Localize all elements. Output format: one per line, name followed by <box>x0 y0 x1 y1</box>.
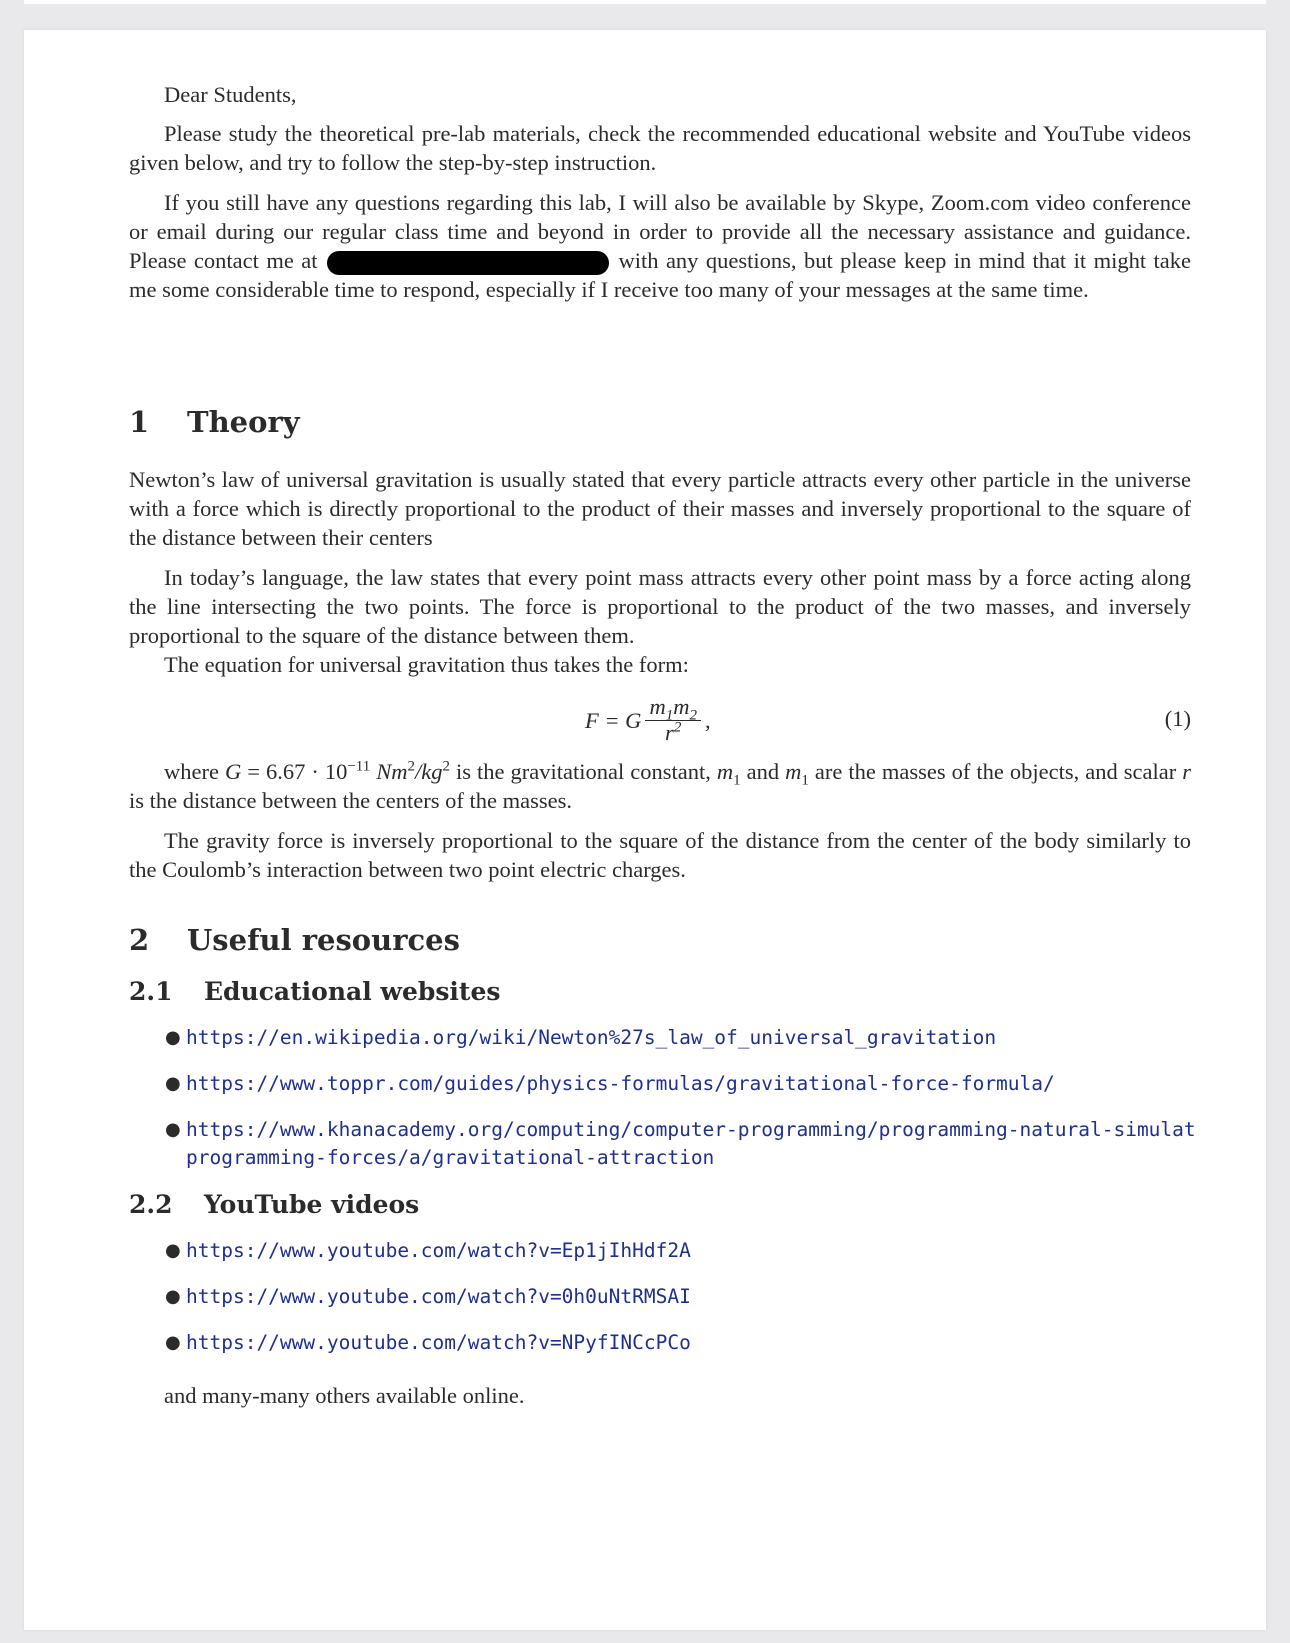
youtube-links-list <box>129 1237 1191 1357</box>
list-item <box>129 1070 1191 1098</box>
previous-page-edge <box>24 0 1266 4</box>
website-links-list <box>129 1024 1196 1172</box>
section-title: Theory <box>187 405 300 439</box>
p4-text-e: is the gravitational constant, <box>450 759 717 784</box>
p4-text-b: = 6.67 · 10 <box>241 759 348 784</box>
p4-symbol-m-second: m <box>785 759 802 784</box>
denominator-exponent: 2 <box>673 719 682 736</box>
theory-paragraph-4 <box>129 757 1191 815</box>
website-link[interactable]: https://en.wikipedia.org/wiki/Newton%27s_law_of_universal_gravitation <box>186 1026 997 1049</box>
youtube-link[interactable]: https://www.youtube.com/watch?v=NPyfINCcPCo <box>186 1331 691 1354</box>
numerator-m2: m <box>673 694 690 719</box>
list-item <box>129 1237 1191 1265</box>
gravitation-equation <box>129 687 1191 751</box>
bullet-icon: ● <box>165 1332 181 1353</box>
theory-paragraph-1: Newton’s law of universal gravitation is usually stated that every particle attracts every other particle in the universe with a force which is directly proportional to the product of their masses and inversely proportional to the square of the distance between their centers <box>129 467 1191 550</box>
bullet-icon: ● <box>165 1073 181 1094</box>
equation-fraction <box>645 695 701 745</box>
p4-text-h: is the distance between the centers of the masses. <box>129 788 572 813</box>
intro-paragraph-2-start: If you still have any questions regarding this lab, I will also be available by Skype, Zoom.com video conference or email during our regular class time and beyond in order to provide all the necessary assistance and guidance. Please contact me at <box>129 190 1191 273</box>
section-heading-resources <box>129 923 1191 957</box>
p4-text-a: where <box>164 759 225 784</box>
p4-square-1: 2 <box>407 758 416 775</box>
salutation: Dear Students, <box>164 82 297 107</box>
youtube-link[interactable]: https://www.youtube.com/watch?v=0h0uNtRMSAI <box>186 1285 691 1308</box>
intro-paragraph-2-end: with any questions, but please keep in mind that it might take me some considerable time to respond, especially if I receive too many of your messages at the same time. <box>129 248 1192 302</box>
numerator-sub1: 1 <box>665 707 674 724</box>
document-page <box>24 30 1266 1630</box>
theory-paragraph-3: The equation for universal gravitation thus takes the form: <box>164 652 689 677</box>
intro-paragraph-2 <box>129 188 1191 304</box>
website-link[interactable]: https://www.khanacademy.org/computing/computer-programming/programming-natural-simulat <box>186 1118 1196 1141</box>
numerator-m1: m <box>649 694 666 719</box>
list-item <box>129 1283 1191 1311</box>
subsection-heading-youtube <box>129 1190 1191 1219</box>
list-item <box>129 1116 1196 1172</box>
section-number: 2 <box>129 923 150 957</box>
equation-denominator <box>665 721 681 745</box>
p4-unit-kg: /kg <box>415 759 443 784</box>
redacted-email <box>327 251 609 275</box>
p4-text-f: and <box>740 759 786 784</box>
p4-square-2: 2 <box>442 758 451 775</box>
theory-paragraph-2: In today’s language, the law states that every point mass attracts every other point mass by a force acting along the line intersecting the two points. The force is proportional to the product of the two masses, and inversely proportional to the square of the distance between them. <box>129 565 1191 648</box>
equation-number: (1) <box>1164 706 1191 731</box>
p4-text-g: are the masses of the objects, and scalar <box>808 759 1183 784</box>
p4-exponent: −11 <box>347 758 371 775</box>
p4-unit-nm: Nm <box>370 759 408 784</box>
p4-sub-first: 1 <box>733 772 741 789</box>
bullet-icon: ● <box>165 1240 181 1261</box>
section-heading-theory <box>129 405 1191 439</box>
subsection-number: 2.2 <box>129 1190 173 1219</box>
closing-remark: and many-many others available online. <box>164 1383 525 1408</box>
numerator-sub2: 2 <box>689 707 697 724</box>
equation-numerator <box>645 694 701 724</box>
section-number: 1 <box>129 405 150 439</box>
theory-paragraph-5: The gravity force is inversely proportional to the square of the distance from the center of the body similarly to the Coulomb’s interaction between two point electric charges. <box>129 828 1191 882</box>
website-link[interactable]: https://www.toppr.com/guides/physics-formulas/gravitational-force-formula/ <box>186 1072 1055 1095</box>
section-title: Useful resources <box>187 923 460 957</box>
p4-symbol-r: r <box>1182 759 1192 784</box>
p4-symbol-G: G <box>224 759 242 784</box>
bullet-icon: ● <box>165 1027 181 1048</box>
website-link-continuation[interactable]: programming-forces/a/gravitational-attraction <box>186 1146 715 1169</box>
list-item <box>129 1024 1191 1052</box>
youtube-link[interactable]: https://www.youtube.com/watch?v=Ep1jIhHdf2A <box>186 1239 691 1262</box>
p4-sub-second: 1 <box>801 772 809 789</box>
subsection-number: 2.1 <box>129 977 173 1006</box>
equation-comma: , <box>704 707 711 733</box>
bullet-icon: ● <box>165 1286 181 1307</box>
equation-body <box>585 695 711 745</box>
subsection-title: YouTube videos <box>204 1190 420 1219</box>
p4-symbol-m-first: m <box>716 759 734 784</box>
subsection-title: Educational websites <box>204 977 501 1006</box>
document-content <box>129 80 1196 1410</box>
list-item <box>129 1329 1191 1357</box>
equation-lhs: F = G <box>585 707 642 733</box>
bullet-icon: ● <box>165 1119 181 1140</box>
intro-paragraph-1: Please study the theoretical pre-lab materials, check the recommended educational website and YouTube videos given below, and try to follow the step-by-step instruction. <box>129 121 1191 175</box>
subsection-heading-websites <box>129 977 1191 1006</box>
denominator-r: r <box>665 720 674 745</box>
